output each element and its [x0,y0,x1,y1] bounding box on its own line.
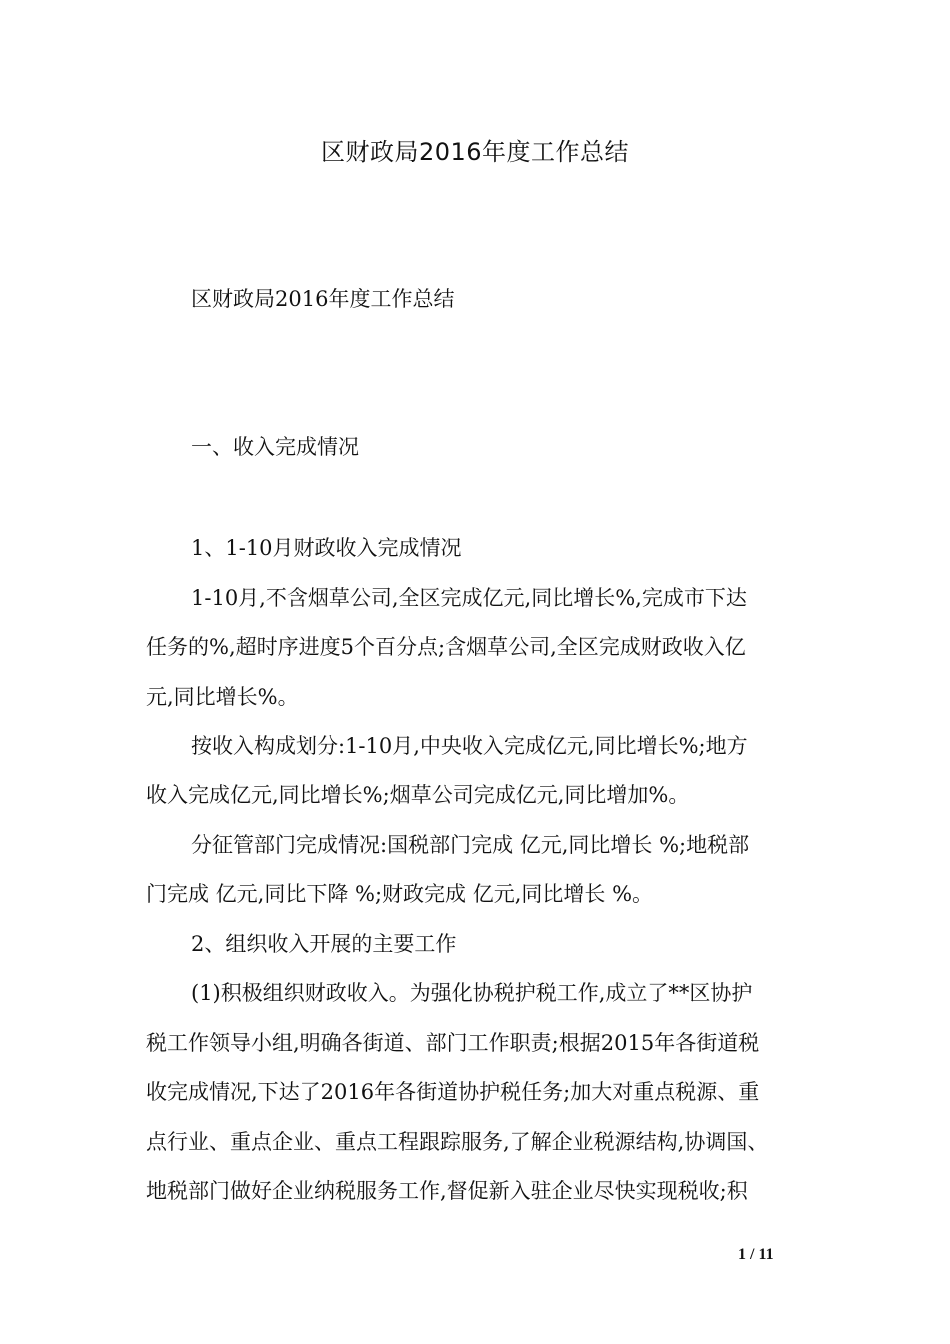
document-subtitle: 区财政局2016年度工作总结 [191,287,455,311]
paragraph-line: 收入完成亿元,同比增长%;烟草公司完成亿元,同比增加%。 [146,783,690,807]
paragraph-line: 门完成 亿元,同比下降 %;财政完成 亿元,同比增长 %。 [146,882,654,906]
subsection-heading: 2、组织收入开展的主要工作 [191,932,457,956]
page-number: 1 / 11 [738,1246,774,1263]
paragraph-line: 收完成情况,下达了2016年各街道协护税任务;加大对重点税源、重 [146,1080,760,1104]
paragraph-line: 任务的%,超时序进度5个百分点;含烟草公司,全区完成财政收入亿 [146,635,746,659]
paragraph-line: 1-10月,不含烟草公司,全区完成亿元,同比增长%,完成市下达 [191,586,747,610]
paragraph-line: 点行业、重点企业、重点工程跟踪服务,了解企业税源结构,协调国、 [146,1130,769,1154]
subsection-heading: 1、1-10月财政收入完成情况 [191,536,462,560]
paragraph-line: (1)积极组织财政收入。为强化协税护税工作,成立了**区协护 [191,981,753,1005]
document-title: 区财政局2016年度工作总结 [320,138,630,166]
paragraph-line: 元,同比增长%。 [146,685,299,709]
paragraph-line: 按收入构成划分:1-10月,中央收入完成亿元,同比增长%;地方 [191,734,748,758]
paragraph-line: 分征管部门完成情况:国税部门完成 亿元,同比增长 %;地税部 [191,833,750,857]
section-heading: 一、收入完成情况 [191,435,359,459]
paragraph-line: 税工作领导小组,明确各街道、部门工作职责;根据2015年各街道税 [146,1031,760,1055]
paragraph-line: 地税部门做好企业纳税服务工作,督促新入驻企业尽快实现税收;积 [146,1179,748,1203]
